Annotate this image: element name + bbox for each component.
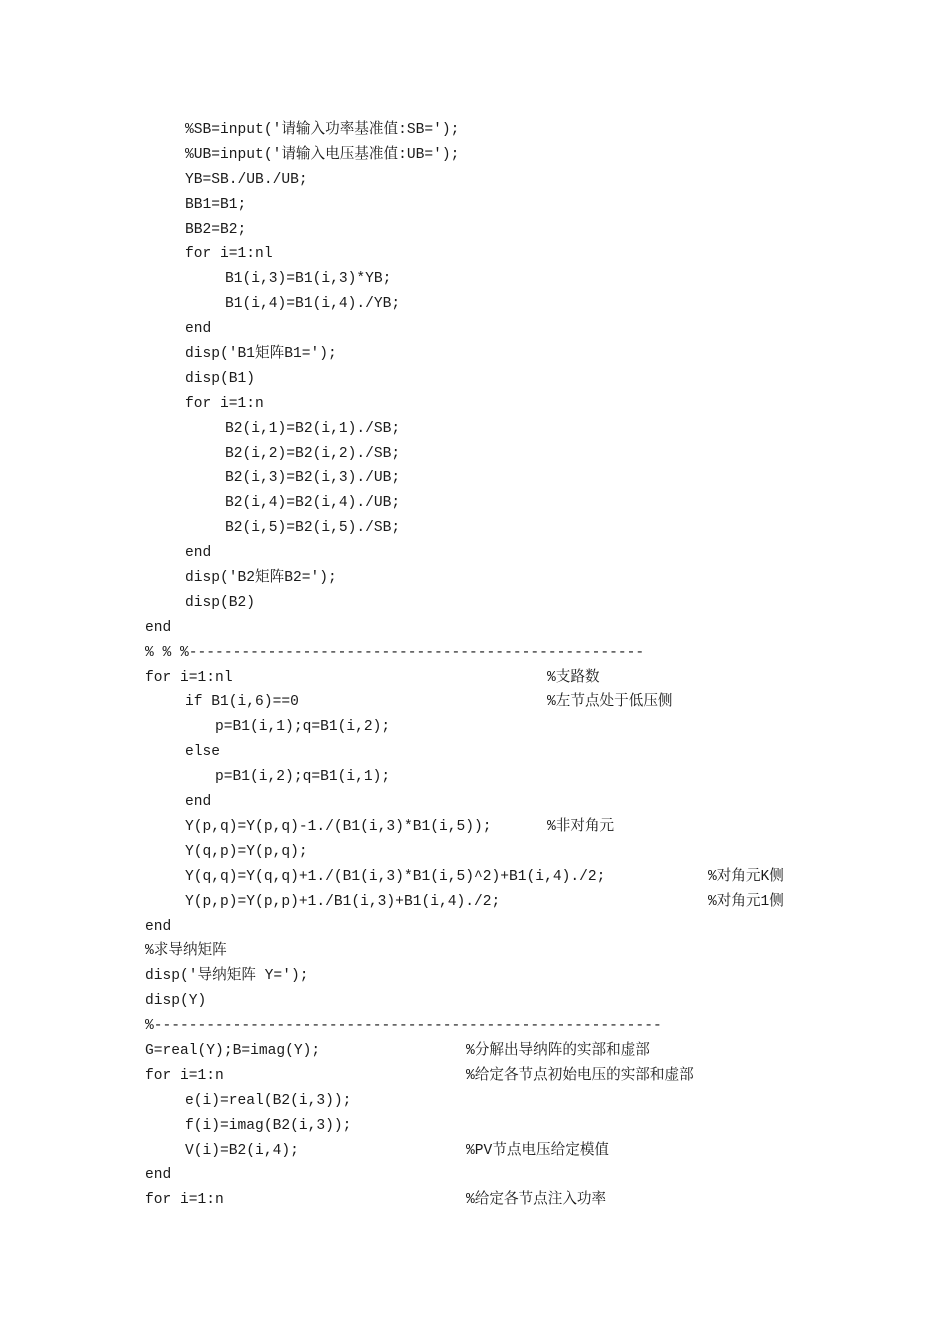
code-comment: %对角元K侧 <box>708 868 784 885</box>
code-text: disp('导纳矩阵 Y='); <box>145 968 309 985</box>
code-text: end <box>185 545 212 562</box>
code-comment: %对角元1侧 <box>708 893 784 910</box>
code-text: B2(i,5)=B2(i,5)./SB; <box>225 520 401 537</box>
code-text: disp(Y) <box>145 993 207 1010</box>
code-text: p=B1(i,2);q=B1(i,1); <box>215 769 391 786</box>
code-text: B2(i,1)=B2(i,1)./SB; <box>225 420 401 437</box>
code-text: B1(i,4)=B1(i,4)./YB; <box>225 296 401 313</box>
code-text: for i=1:n <box>185 395 264 412</box>
code-text: BB2=B2; <box>185 221 247 238</box>
code-text: %SB=input('请输入功率基准值:SB='); <box>185 122 460 138</box>
code-text: %UB=input('请输入电压基准值:UB='); <box>185 146 460 163</box>
code-comment: %PV节点电压给定模值 <box>466 1142 610 1159</box>
code-text: B2(i,2)=B2(i,2)./SB; <box>225 445 401 462</box>
code-text: end <box>185 794 212 811</box>
code-text: Y(q,p)=Y(p,q); <box>185 843 308 860</box>
code-text: end <box>145 918 172 935</box>
code-comment: %非对角元 <box>547 818 615 835</box>
code-text: % % %---------------------------------------------------- <box>145 644 645 661</box>
code-text: e(i)=real(B2(i,3)); <box>185 1092 352 1109</box>
code-text: end <box>185 321 212 338</box>
code-text: YB=SB./UB./UB; <box>185 171 308 188</box>
code-text: disp(B1) <box>185 370 256 387</box>
code-comment: %分解出导纳阵的实部和虚部 <box>466 1042 650 1059</box>
code-text: f(i)=imag(B2(i,3)); <box>185 1117 352 1134</box>
code-text: else <box>185 744 221 761</box>
code-text: B2(i,3)=B2(i,3)./UB; <box>225 470 401 487</box>
code-text: %---------------------------------------------------------- <box>145 1018 662 1035</box>
code-text: G=real(Y);B=imag(Y); <box>145 1042 321 1059</box>
code-text: B2(i,4)=B2(i,4)./UB; <box>225 495 401 512</box>
code-text: end <box>145 1167 172 1184</box>
code-text: for i=1:n <box>145 1192 224 1209</box>
code-text: end <box>145 619 172 636</box>
code-text: V(i)=B2(i,4); <box>185 1142 299 1159</box>
code-text: for i=1:nl <box>145 669 233 686</box>
code-text: if B1(i,6)==0 <box>185 694 299 711</box>
code-text: for i=1:nl <box>185 246 273 263</box>
code-comment: %左节点处于低压侧 <box>547 694 673 711</box>
code-text: Y(p,p)=Y(p,p)+1./B1(i,3)+B1(i,4)./2; <box>185 893 501 910</box>
code-comment: %支路数 <box>547 669 600 686</box>
code-comment: %给定各节点注入功率 <box>466 1192 607 1209</box>
code-text: Y(q,q)=Y(q,q)+1./(B1(i,3)*B1(i,5)^2)+B1(i,4)./2; <box>185 868 606 885</box>
code-text: BB1=B1; <box>185 196 247 213</box>
code-text: B1(i,3)=B1(i,3)*YB; <box>225 271 392 288</box>
code-text: %求导纳矩阵 <box>145 943 227 960</box>
code-comment: %给定各节点初始电压的实部和虚部 <box>466 1067 694 1084</box>
code-text: disp('B1矩阵B1='); <box>185 346 337 363</box>
code-text: for i=1:n <box>145 1067 224 1084</box>
code-text: disp(B2) <box>185 594 256 611</box>
code-text: p=B1(i,1);q=B1(i,2); <box>215 719 391 736</box>
code-text: disp('B2矩阵B2='); <box>185 570 337 587</box>
code-text: Y(p,q)=Y(p,q)-1./(B1(i,3)*B1(i,5)); <box>185 818 492 835</box>
